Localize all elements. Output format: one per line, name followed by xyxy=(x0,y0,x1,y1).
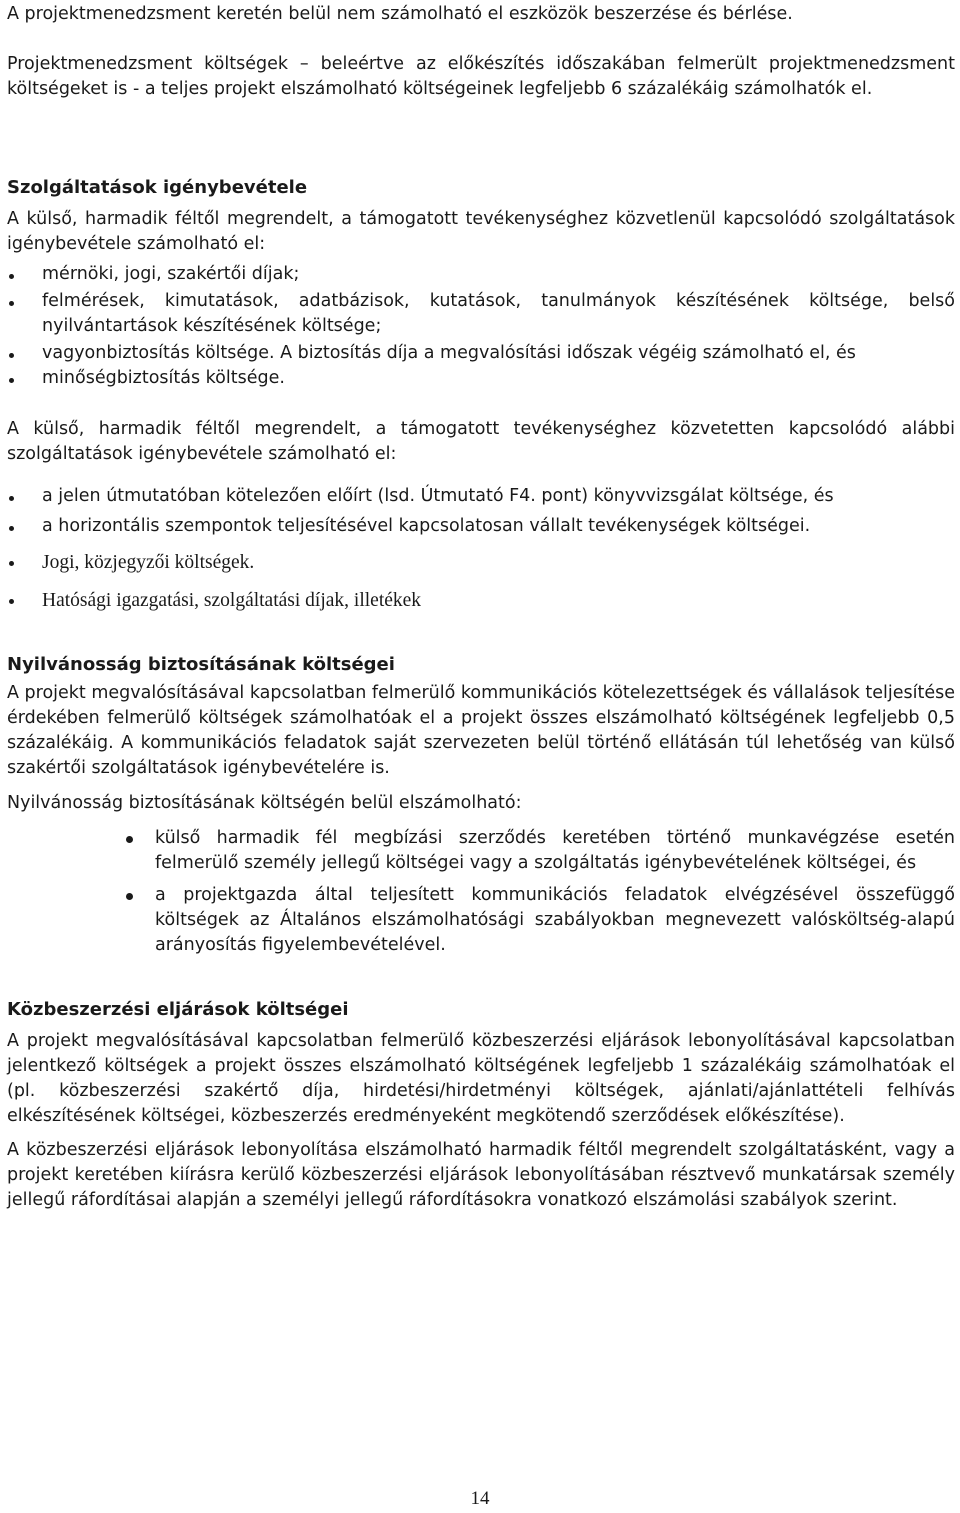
services-heading: Szolgáltatások igénybevétele xyxy=(7,177,308,198)
document-page xyxy=(7,0,955,1213)
page-number: 14 xyxy=(470,1488,490,1509)
list-item: felmérések, kimutatások, adatbázisok, kutatások, tanulmányok készítésének költsége, belső nyilvántartások készítésének költsége; xyxy=(7,289,955,339)
services-direct-list xyxy=(7,262,955,391)
list-item: a jelen útmutatóban kötelezően előírt (lsd. Útmutató F4. pont) könyvvizsgálat költsége, és xyxy=(7,484,955,509)
services-paragraph-1: A külső, harmadik féltől megrendelt, a támogatott tevékenységhez közvetlenül kapcsolódó szolgáltatások igénybevétele számolható el: xyxy=(7,209,955,254)
list-item: mérnöki, jogi, szakértői díjak; xyxy=(7,262,955,287)
procurement-paragraph-1: A projekt megvalósításával kapcsolatban felmerülő közbeszerzési eljárások lebonyolításával kapcsolatban jelentkező költségek a projekt összes elszámolható költségének legfeljebb 1 százalékáig számolhatóak el (pl. közbeszerzési szakértő díja, hirdetési/hirdetményi költségek, ajánlati/ajánlattételi felhívás elkészítésének költségei, közbeszerzés eredményeként megkötendő szerződések előkészítése). xyxy=(7,1031,955,1126)
list-item: külső harmadik fél megbízási szerződés keretében történő munkavégzése esetén felmerülő személy jellegű költségei vagy a szolgáltatás igénybevételének költségei, és xyxy=(7,826,955,876)
list-item: a projektgazda által teljesített kommunikációs feladatok elvégzésével összefüggő költségek az Általános elszámolhatósági szabályokban megnevezett valósköltség-alapú arányosítás figyelembevételével. xyxy=(7,883,955,958)
list-item: a horizontális szempontok teljesítésével kapcsolatosan vállalt tevékenységek költségei. xyxy=(7,514,955,539)
procurement-heading: Közbeszerzési eljárások költségei xyxy=(7,999,349,1020)
publicity-heading: Nyilvánosság biztosításának költségei xyxy=(7,654,395,675)
publicity-paragraph-2: Nyilvánosság biztosításának költségén belül elszámolható: xyxy=(7,793,522,813)
intro-paragraph-1: A projektmenedzsment keretén belül nem számolható el eszközök beszerzése és bérlése. xyxy=(7,4,793,24)
list-item: minőségbiztosítás költsége. xyxy=(7,366,955,391)
procurement-paragraph-2: A közbeszerzési eljárások lebonyolítása elszámolható harmadik féltől megrendelt szolgáltatásként, vagy a projekt keretében kiírásra kerülő közbeszerzési eljárások lebonyolításában résztvevő munkatársak személy jellegű ráfordításai alapján a személyi jellegű ráfordításokra vonatkozó elszámolási szabályok szerint. xyxy=(7,1140,955,1210)
list-item: Jogi, közjegyzői költségek. xyxy=(7,549,955,576)
publicity-paragraph-1: A projekt megvalósításával kapcsolatban felmerülő kommunikációs kötelezettségek és vállalások teljesítése érdekében felmerülő költségek számolhatóak el a projekt összes elszámolható költségének legfeljebb 0,5 százalékáig. A kommunikációs feladatok saját szervezeten belül történő ellátásán túl lehetőség van külső szakértői szolgáltatások igénybevételére is. xyxy=(7,683,955,778)
intro-paragraph-2: Projektmenedzsment költségek – beleértve az előkészítés időszakában felmerült projektmenedzsment költségeket is - a teljes projekt elszámolható költségeinek legfeljebb 6 százalékáig számolhatók el. xyxy=(7,54,955,99)
list-item: vagyonbiztosítás költsége. A biztosítás díja a megvalósítási időszak végéig számolható el, és xyxy=(7,341,955,366)
services-indirect-list xyxy=(7,484,955,539)
list-item: Hatósági igazgatási, szolgáltatási díjak, illetékek xyxy=(7,587,955,614)
services-paragraph-2: A külső, harmadik féltől megrendelt, a támogatott tevékenységhez közvetetten kapcsolódó alábbi szolgáltatások igénybevétele számolható el: xyxy=(7,419,955,464)
publicity-list xyxy=(7,826,955,958)
services-legal-list xyxy=(7,549,955,614)
